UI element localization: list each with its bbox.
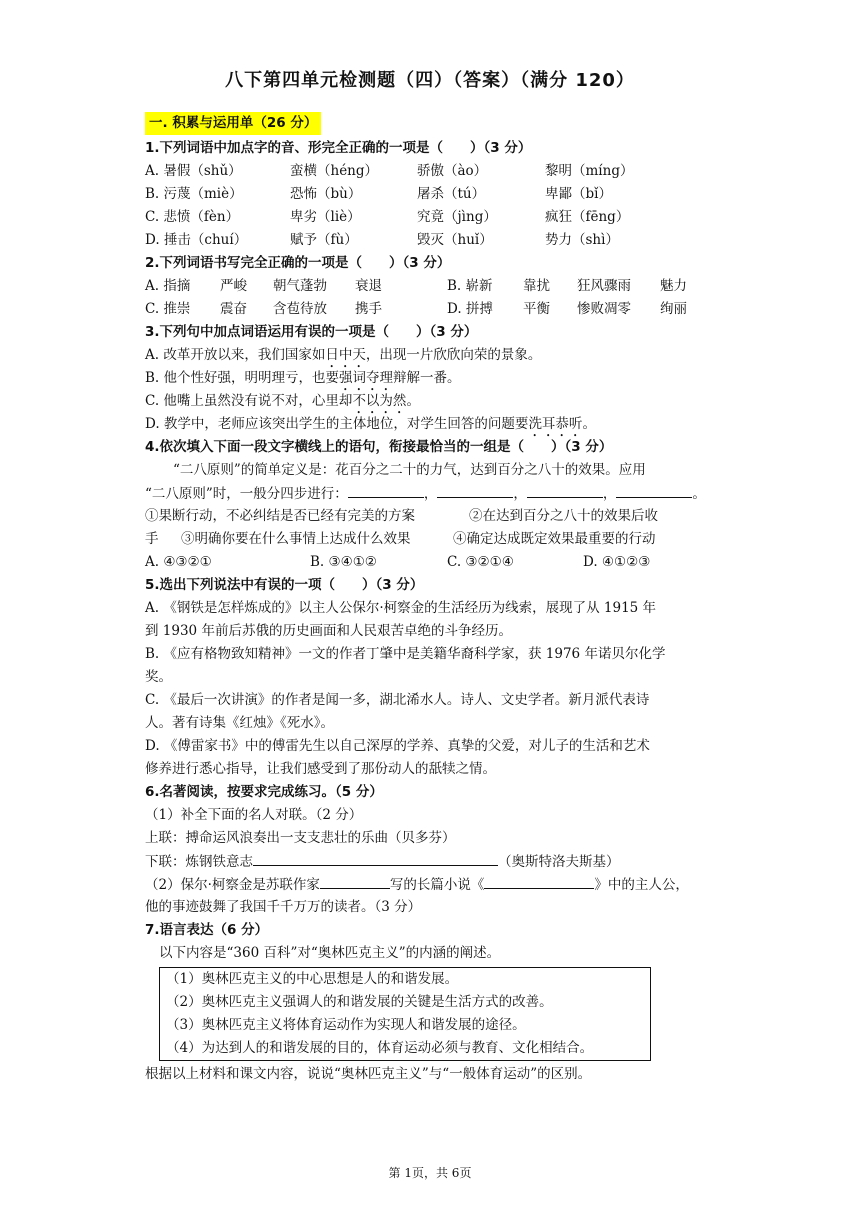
question-4-passage: “二八原则”的简单定义是：花百分之二十的力气，达到百分之八十的效果。应用 [173, 462, 646, 478]
option-text: B. 他个性好强，明明理亏，也要 [145, 370, 340, 386]
blank-line [616, 482, 692, 498]
question-1-row-a [145, 160, 705, 183]
dotted-word: 不以为然 [352, 393, 407, 409]
option-word: B. 崭新 [447, 278, 493, 294]
page-footer: 第 1页，共 6页 [388, 1166, 472, 1180]
option-cell: 毁灭（huǐ） [417, 232, 493, 248]
material-item: （3）奥林匹克主义将体育运动作为实现人和谐发展的途径。 [166, 1017, 526, 1033]
blank-line [484, 873, 594, 889]
option-word: 携手 [355, 301, 382, 317]
option-cell: C. 悲愤（fèn） [145, 209, 240, 225]
question-5-stem: 5.选出下列说法中有误的一项（ ）（3 分） [145, 577, 424, 593]
option-word: 衰退 [355, 278, 382, 294]
option-text: D. 教学中，老师应该突出学生的主体地位，对学生回答的问题要 [145, 416, 529, 432]
page-title: 八下第四单元检测题（四）（答案）（满分 120） [225, 70, 635, 91]
question-4-options-1 [145, 505, 705, 528]
option-cell: 屠杀（tú） [417, 186, 486, 202]
question-5-line: 奖。 [145, 669, 172, 685]
question-4-passage-cont: “二八原则”时，一般分四步进行： ， ， ， 。 [145, 482, 705, 505]
option-text: ①果断行动，不必纠结是否已经有完美的方案 [145, 508, 415, 524]
question-6-sub-2 [145, 873, 705, 896]
couplet-upper: 上联：搏命运风浪奏出一支支悲壮的乐曲（贝多芬） [145, 830, 456, 846]
option-text: C. 他嘴上虽然没有说不对，心里却 [145, 393, 353, 409]
option-word: A. 指摘 [145, 278, 191, 294]
option-word: 惨败凋零 [577, 301, 631, 317]
question-1-row-d [145, 229, 705, 252]
question-3-option-d [145, 413, 705, 436]
option-word: 绚丽 [660, 301, 687, 317]
option-word: 含苞待放 [273, 301, 327, 317]
question-1-row-b [145, 183, 705, 206]
document-body [145, 112, 705, 1086]
question-4-choices [145, 551, 705, 574]
question-4-options-2 [145, 528, 705, 551]
passage-text: “二八原则”时，一般分四步进行： [145, 486, 348, 502]
option-cell: 疯狂（fēng） [545, 209, 630, 225]
question-5-line: 修养进行悉心指导，让我们感受到了那份动人的舐犊之情。 [145, 761, 496, 777]
option-text: A. 改革开放以来，我们国家如 [145, 347, 326, 363]
question-2-row-2 [145, 298, 705, 321]
question-3-option-b [145, 367, 705, 390]
blank-line [348, 482, 424, 498]
choice: A. ④③②① [145, 554, 212, 570]
question-5-line: A. 《钢铁是怎样炼成的》以主人公保尔·柯察金的生活经历为线索，展现了从 1915 年 [145, 600, 657, 616]
option-text: 手 [145, 531, 159, 547]
option-word: 狂风骤雨 [577, 278, 631, 294]
question-text: （2）保尔·柯察金是苏联作家 [145, 877, 320, 893]
blank-line [437, 482, 513, 498]
blank-line [527, 482, 603, 498]
question-5-line: C. 《最后一次讲演》的作者是闻一多，湖北浠水人。诗人、文史学者。新月派代表诗 [145, 692, 650, 708]
dotted-word: 强词夺理 [339, 370, 394, 386]
question-3-option-a [145, 344, 705, 367]
option-cell: 黎明（míng） [545, 163, 634, 179]
question-6-sub-2-cont: 他的事迹鼓舞了我国千千万万的读者。（3 分） [145, 899, 422, 915]
question-6-sub-1: （1）补全下面的名人对联。（2 分） [145, 807, 363, 823]
option-cell: D. 捶击（chuí） [145, 232, 248, 248]
option-cell: 骄傲（ào） [417, 163, 488, 179]
question-5-line: B. 《应有格物致知精神》一文的作者丁肇中是美籍华裔科学家，获 1976 年诺贝尔化学 [145, 646, 666, 662]
option-word: 靠扰 [523, 278, 550, 294]
question-1-stem: 1.下列词语中加点字的音、形完全正确的一项是（ ）（3 分） [145, 140, 532, 156]
question-7-stem: 7.语言表达（6 分） [145, 922, 269, 938]
section-heading: 一. 积累与运用单（26 分） [145, 112, 321, 135]
question-3-stem: 3.下列句中加点词语运用有误的一项是（ ）（3 分） [145, 324, 478, 340]
option-cell: A. 暑假（shǔ） [145, 163, 242, 179]
option-word: C. 推崇 [145, 301, 191, 317]
option-text: 辩解一番。 [393, 370, 461, 386]
question-text: 写的长篇小说《 [389, 877, 485, 893]
option-text: ④确定达成既定效果最重要的行动 [453, 531, 656, 547]
dotted-word: 日中天 [325, 347, 366, 363]
question-2-stem: 2.下列词语书写完全正确的一项是（ ）（3 分） [145, 255, 451, 271]
choice: C. ③②①④ [447, 554, 514, 570]
option-word: 魅力 [660, 278, 687, 294]
question-5-line: 人。著有诗集《红烛》《死水》。 [145, 715, 334, 731]
question-4-stem: 4.依次填入下面一段文字横线上的语句，衔接最恰当的一组是（ ）（3 分） [145, 439, 613, 455]
option-word: 朝气蓬勃 [273, 278, 327, 294]
question-2-row-1 [145, 275, 705, 298]
question-text: 》中的主人公， [594, 877, 689, 893]
couplet-text: 下联：炼钢铁意志 [145, 854, 253, 870]
option-cell: 卑鄙（bǐ） [545, 186, 612, 202]
option-text: 。 [582, 416, 596, 432]
option-text: 。 [406, 393, 420, 409]
material-item: （4）为达到人的和谐发展的目的，体育运动必须与教育、文化相结合。 [166, 1040, 594, 1056]
option-text: ②在达到百分之八十的效果后收 [469, 508, 658, 524]
option-cell: 赋予（fù） [290, 232, 358, 248]
material-item: （1）奥林匹克主义的中心思想是人的和谐发展。 [166, 971, 459, 987]
option-cell: 恐怖（bù） [290, 186, 362, 202]
option-cell: 蛮横（héng） [290, 163, 379, 179]
option-cell: B. 污蔑（miè） [145, 186, 243, 202]
question-7-intro: 以下内容是“360 百科”对“奥林匹克主义”的内涵的阐述。 [159, 945, 501, 961]
option-word: D. 拼搏 [447, 301, 493, 317]
choice: B. ③④①② [310, 554, 377, 570]
question-3-option-c [145, 390, 705, 413]
dotted-word: 洗耳恭听 [528, 416, 583, 432]
option-word: 平衡 [523, 301, 550, 317]
question-7-ask: 根据以上材料和课文内容，说说“奥林匹克主义”与“一般体育运动”的区别。 [145, 1066, 592, 1082]
couplet-lower [145, 850, 705, 873]
question-5-line: 到 1930 年前后苏俄的历史画面和人民艰苦卓绝的斗争经历。 [145, 623, 512, 639]
choice: D. ④①②③ [583, 554, 651, 570]
option-cell: 势力（shì） [545, 232, 619, 248]
question-1-row-c [145, 206, 705, 229]
material-box [159, 967, 651, 1061]
blank-line [253, 850, 498, 866]
question-5-line: D. 《傅雷家书》中的傅雷先生以自己深厚的学养、真挚的父爱，对儿子的生活和艺术 [145, 738, 650, 754]
option-word: 震奋 [220, 301, 247, 317]
option-text: ，出现一片欣欣向荣的景象。 [365, 347, 542, 363]
option-word: 严峻 [220, 278, 247, 294]
question-6-stem: 6.名著阅读，按要求完成练习。（5 分） [145, 784, 383, 800]
blank-line [320, 873, 390, 889]
option-cell: 卑劣（liè） [290, 209, 361, 225]
option-cell: 究竟（jìng） [417, 209, 497, 225]
couplet-text: （奥斯特洛夫斯基） [498, 854, 620, 870]
option-text: ③明确你要在什么事情上达成什么效果 [181, 531, 411, 547]
material-item: （2）奥林匹克主义强调人的和谐发展的关键是生活方式的改善。 [166, 994, 553, 1010]
